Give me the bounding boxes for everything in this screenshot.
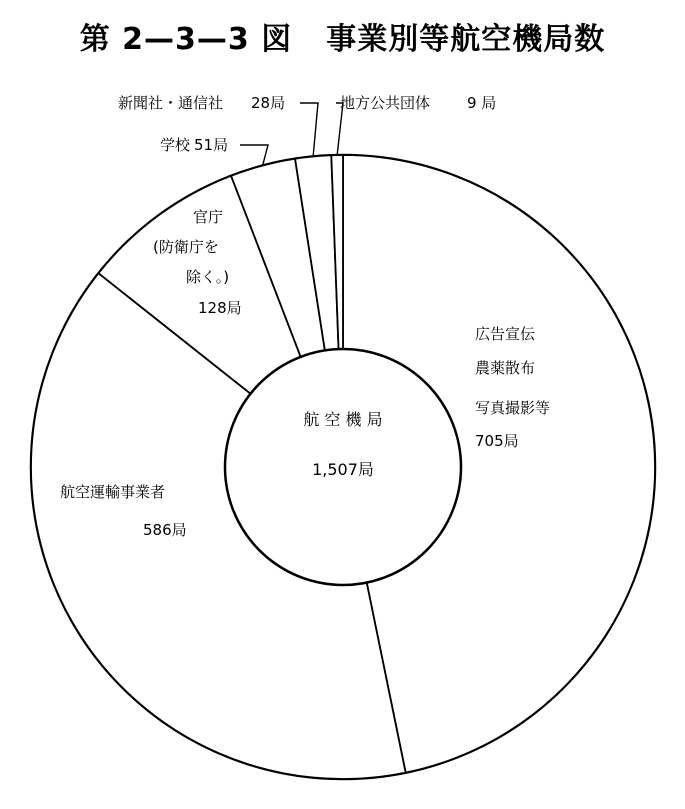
slice-value-advertising: 705局 — [475, 432, 519, 450]
slice-label-airline: 航空運輸事業者 — [60, 483, 166, 501]
slice-value-airline: 586局 — [143, 521, 187, 539]
slice-value-school: 51局 — [194, 136, 229, 154]
slice-value-government: 128局 — [198, 299, 242, 317]
slice-label-advertising-line1: 広告宣伝 — [475, 325, 536, 343]
center-label: 航 空 機 局 — [303, 410, 383, 429]
callout-press — [300, 103, 318, 156]
slice-value-press: 28局 — [251, 94, 286, 112]
callout-school — [240, 145, 268, 166]
center-total: 1,507局 — [312, 460, 374, 479]
figure-number: 第 2—3—3 図 — [79, 22, 293, 57]
slice-label-press: 新聞社・通信社 — [118, 94, 224, 112]
slice-label-school: 学校 — [160, 136, 191, 154]
slice-value-local-gov: 9 局 — [467, 94, 497, 112]
slice-label-advertising-line3: 写真撮影等 — [475, 399, 551, 417]
slice-label-government-line3: 除く。) — [186, 268, 230, 286]
slice-label-advertising-line2: 農薬散布 — [475, 359, 536, 377]
slice-label-government-line2: (防衛庁を — [153, 238, 219, 256]
slice-label-local-gov: 地方公共団体 — [340, 94, 431, 112]
slice-label-government-line1: 官庁 — [193, 208, 224, 226]
figure-title: 事業別等航空機局数 — [326, 22, 606, 57]
